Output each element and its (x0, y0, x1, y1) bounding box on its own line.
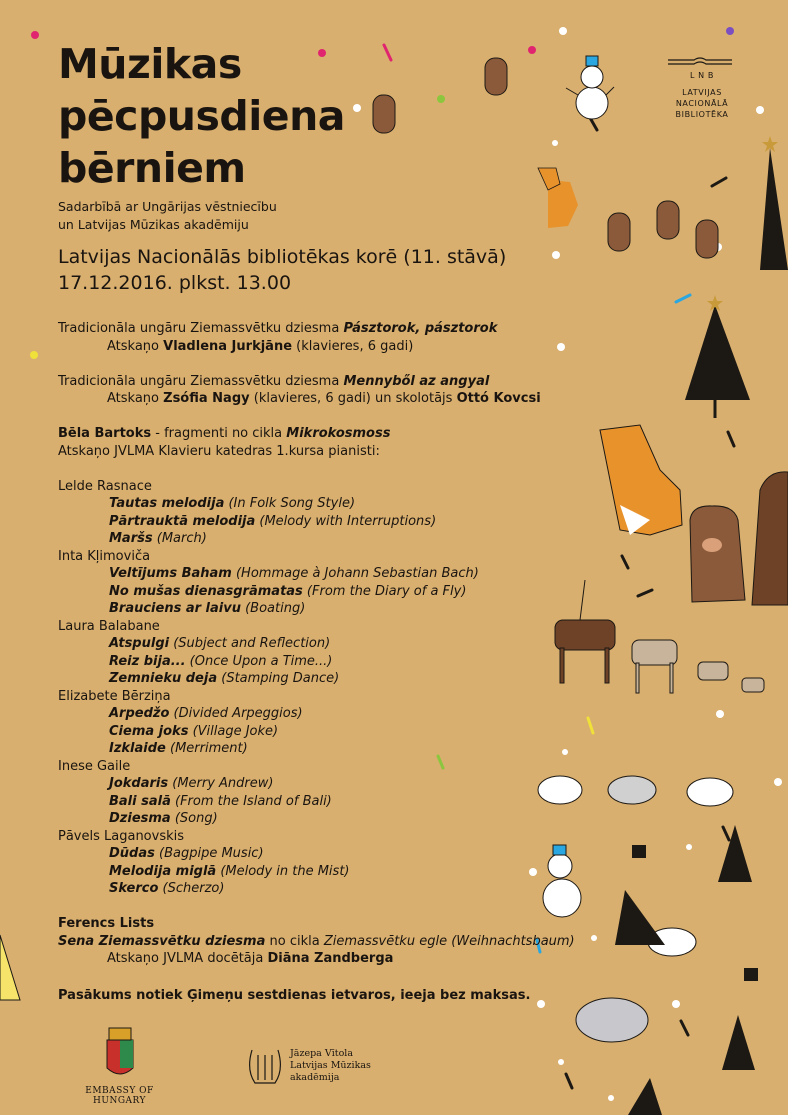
program-item (58, 373, 618, 391)
piece-row (58, 653, 618, 671)
piece-title: Pārtrauktā melodija (109, 513, 256, 529)
venue-datetime: 17.12.2016. plkst. 13.00 (58, 272, 292, 294)
performer-name: Vladlena Jurkjāne (163, 338, 293, 354)
piece-row (58, 723, 618, 741)
subtitle-line: Sadarbībā ar Ungārijas vēstniecību (58, 199, 277, 214)
piece-title: Veltījums Baham (109, 566, 232, 581)
piece-english: (Song) (170, 811, 218, 826)
piece-row (58, 793, 618, 811)
pianist-list (58, 478, 618, 898)
piece-english: (March) (152, 531, 207, 546)
perf-suffix: (klavieres, 6 gadi) (292, 338, 414, 354)
piece-row (58, 705, 618, 723)
piece-row (58, 670, 618, 688)
cycle-prefix: no cikla (265, 933, 324, 949)
performer-name: Zsófia Nagy (163, 391, 250, 406)
piece-english: (Subject and Reflection) (169, 636, 331, 651)
performers-note: Atskaņo JVLMA Klavieru katedras 1.kursa pianisti: (58, 443, 380, 459)
piece-title: Melodija miglā (109, 863, 217, 879)
piece-row (58, 530, 618, 548)
piece-english: (From the Island of Bali) (170, 793, 332, 809)
footer-note: Pasākums notiek Ģimeņu sestdienas ietvaros, ieeja bez maksas. (58, 988, 531, 1003)
perf-prefix: Atskaņo (107, 391, 164, 406)
pianist-name: Elizabete Bērziņa (58, 688, 171, 704)
piece-english: (From the Diary of a Fly) (302, 583, 467, 599)
subtitle (58, 198, 277, 234)
piece-row (58, 740, 618, 758)
piece-row (58, 565, 618, 583)
perf-prefix: Atskaņo JVLMA docētāja (107, 951, 268, 966)
jvlma-logo (290, 1048, 371, 1084)
piece-english: (Divided Arpeggios) (169, 706, 303, 721)
piece-english: (Melody with Interruptions) (255, 513, 437, 529)
performer-line (58, 390, 618, 408)
piece-row (58, 863, 618, 881)
piece-row (58, 880, 618, 898)
piece-title: Sena Ziemassvētku dziesma (58, 933, 266, 949)
piece-english: (Once Upon a Time...) (185, 653, 333, 669)
piece-title: Izklaide (109, 741, 166, 756)
venue-info (58, 244, 506, 296)
piece-title: No mušas dienasgrāmatas (109, 583, 303, 599)
venue-place: Latvijas Nacionālās bibliotēkas korē (11. stāvā) (58, 246, 507, 268)
piece-title: Brauciens ar laivu (109, 601, 241, 616)
piece-row (58, 513, 618, 531)
performer-line (58, 338, 618, 356)
piece-title: Maršs (109, 531, 153, 546)
composer-name: Bēla Bartoks (58, 426, 152, 441)
jvlma-line: Latvijas Mūzikas (290, 1060, 371, 1071)
piece-row (58, 635, 618, 653)
embassy-logo-text: EMBASSY OF HUNGARY (85, 1086, 154, 1106)
piece-row (58, 845, 618, 863)
piece-row (58, 583, 618, 601)
item-prefix: Tradicionāla ungāru Ziemassvētku dziesma (58, 373, 344, 389)
piece-title: Bali salā (109, 793, 171, 809)
piece-title: Dziesma (109, 811, 171, 826)
piece-english: (Scherzo) (158, 881, 225, 896)
piece-title: Tautas melodija (109, 496, 225, 511)
cycle-title: Ziemassvētku egle (Weihnachtsbaum) (323, 933, 575, 949)
program-item (58, 933, 618, 951)
title-line: bērniem (58, 144, 246, 192)
piece-title: Mennyből az angyal (343, 373, 490, 389)
piece-english: (Bagpipe Music) (154, 846, 264, 861)
piece-title: Jokdaris (109, 776, 169, 791)
performer-name: Diāna Zandberga (267, 951, 394, 966)
lnb-logo (662, 56, 742, 120)
piece-row (58, 600, 618, 618)
program-item (58, 915, 618, 933)
pianist-name: Lelde Rasnace (58, 478, 152, 494)
piece-title: Atspulgi (109, 636, 170, 651)
piece-title: Ciema joks (109, 723, 189, 739)
piece-english: (Merriment) (165, 741, 248, 756)
poster-title (58, 38, 345, 194)
piece-title: Pásztorok, pásztorok (343, 321, 498, 336)
lnb-line: BIBLIOTĒKA (675, 110, 729, 119)
perf-prefix: Atskaņo (107, 338, 164, 354)
program-item (58, 320, 618, 338)
teacher-name: Ottó Kovcsi (456, 391, 541, 406)
piece-title: Reiz bija... (109, 653, 186, 669)
lnb-initials: L N B (689, 71, 714, 80)
title-line: Mūzikas (58, 40, 242, 88)
piece-english: (Merry Andrew) (168, 776, 274, 791)
lnb-line: NACIONĀLĀ (675, 99, 729, 108)
jvlma-line: akadēmija (290, 1072, 340, 1083)
piece-title: Zemnieku deja (109, 671, 218, 686)
cycle-prefix: - fragmenti no cikla (151, 426, 287, 441)
subtitle-line: un Latvijas Mūzikas akadēmiju (58, 217, 249, 232)
piece-english: (Village Joke) (188, 723, 279, 739)
piece-row (58, 775, 618, 793)
piece-title: Skerco (109, 881, 159, 896)
cycle-title: Mikrokosmoss (286, 426, 391, 441)
item-prefix: Tradicionāla ungāru Ziemassvētku dziesma (58, 321, 344, 336)
piece-english: (Stamping Dance) (217, 671, 340, 686)
piece-english: (Hommage à Johann Sebastian Bach) (231, 566, 479, 581)
jvlma-line: Jāzepa Vītola (290, 1048, 354, 1059)
perf-mid: (klavieres, 6 gadi) un skolotājs (249, 391, 457, 406)
piece-english: (Melody in the Mist) (216, 863, 350, 879)
pianist-name: Inese Gaile (58, 758, 131, 774)
pianist-name: Laura Balabane (58, 618, 160, 634)
piece-english: (In Folk Song Style) (224, 496, 356, 511)
program-item (58, 425, 618, 443)
lnb-line: LATVIJAS (682, 88, 722, 97)
piece-row (58, 810, 618, 828)
title-line: pēcpusdiena (58, 92, 345, 140)
pianist-name: Inta Kļimoviča (58, 548, 151, 564)
pianist-name: Pāvels Laganovskis (58, 828, 185, 844)
piece-english: (Boating) (240, 601, 306, 616)
composer-name: Ferencs Lists (58, 916, 155, 931)
program (58, 320, 618, 968)
piece-title: Arpedžo (109, 706, 170, 721)
piece-row (58, 495, 618, 513)
piece-title: Dūdas (109, 846, 155, 861)
performer-line (58, 950, 618, 968)
